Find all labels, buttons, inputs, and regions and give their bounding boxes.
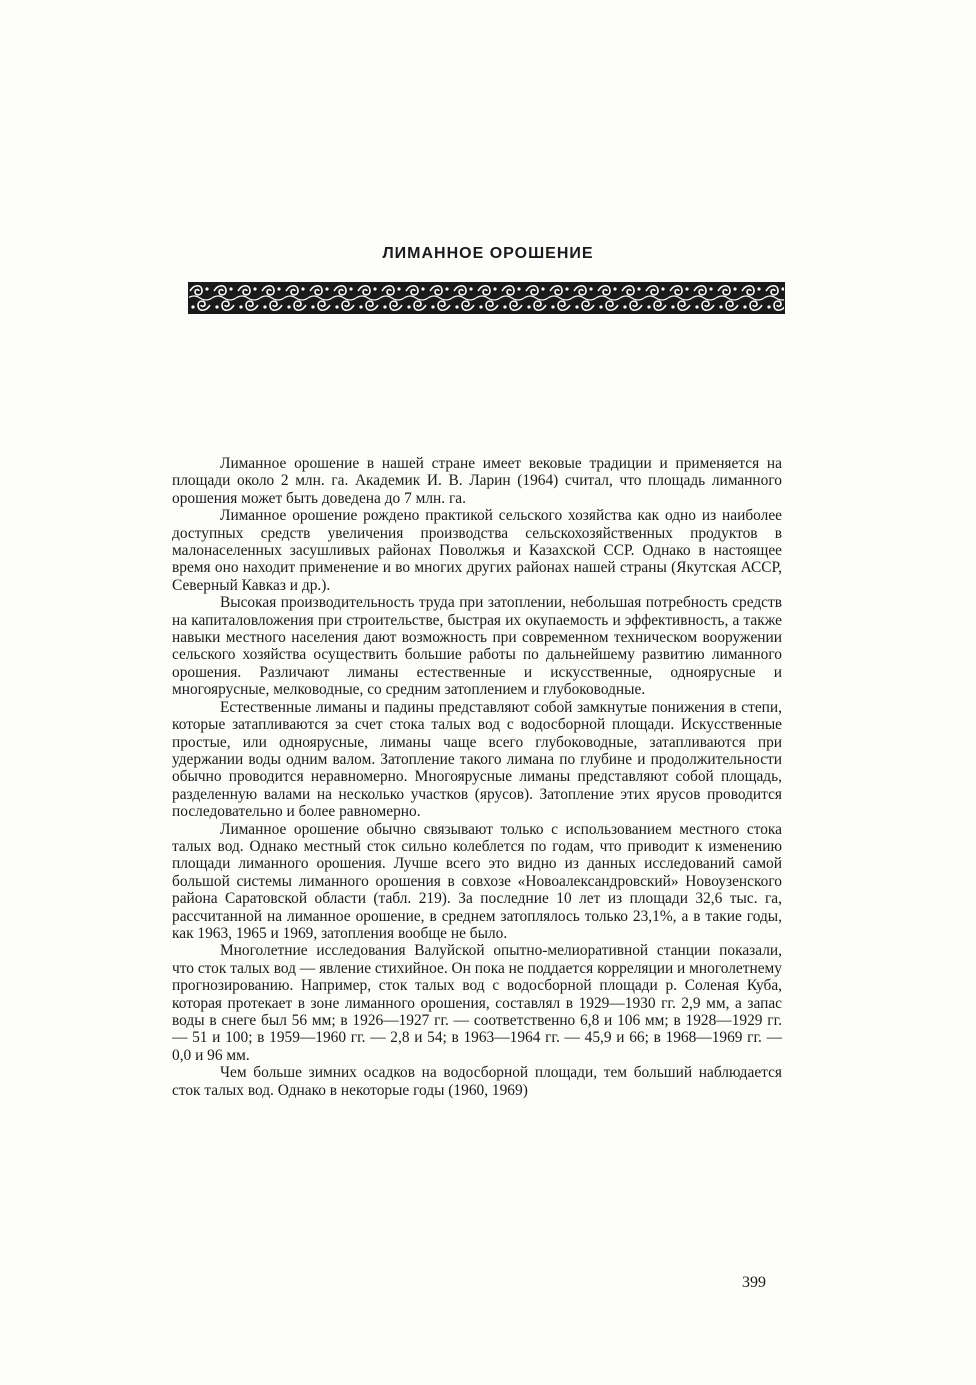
paragraph: Лиманное орошение рождено практикой сельского хозяйства как одно из наиболее доступных средств увеличения производства сельскохозяйственных продуктов в малонаселенных засушливых районах Поволжья и Казахской ССР. Однако в настоящее время оно находит применение и во многих других районах нашей страны (Якутская АССР, Северный Кавказ и др.).	[172, 507, 782, 594]
paragraph: Естественные лиманы и падины представляют собой замкнутые понижения в степи, которые затапливаются за счет стока талых вод с водосборной площади. Искусственные простые, или одноярусные, лиманы чаще всего глубоководные, затапливаются при удержании воды одним валом. Затопление такого лимана по глубине и продолжительности обычно проводится неравномерно. Многоярусные лиманы представляют собой площадь, разделенную валами на несколько участков (ярусов). Затопление этих ярусов проводится последовательно и более равномерно.	[172, 698, 782, 821]
paragraph: Лиманное орошение в нашей стране имеет вековые традиции и применяется на площади около 2 млн. га. Академик И. В. Ларин (1964) считал, что площадь лиманного орошения может быть доведена до 7 млн. га.	[172, 455, 782, 507]
page-number: 399	[742, 1274, 766, 1291]
paragraph: Лиманное орошение обычно связывают только с использованием местного стока талых вод. Однако местный сток сильно колеблется по годам, что приводит к изменению площади лиманного орошения. Лучше всего это видно из данных исследований самой большой системы лиманного орошения в совхозе «Новоалександровский» Новоузенского района Саратовской области (табл. 219). За последние 10 лет из площади 32,6 тыс. га, рассчитанной на лиманное орошение, в среднем затоплялось только 23,1%, а в такие годы, как 1963, 1965 и 1969, затопления вообще не было.	[172, 820, 782, 942]
paragraph: Чем больше зимних осадков на водосборной площади, тем больший наблюдается сток талых вод. Однако в некоторые годы (1960, 1969)	[172, 1064, 782, 1099]
body-text	[172, 455, 782, 1099]
decorative-border-band-icon	[188, 282, 785, 314]
paragraph: Многолетние исследования Валуйской опытно-мелиоративной станции показали, что сток талых вод — явление стихийное. Он пока не поддается корреляции и многолетнему прогнозированию. Например, сток талых вод с водосборной площади р. Соленая Куба, которая протекает в зоне лиманного орошения, составлял в 1929—1930 гг. 2,9 мм, а запас воды в снеге был 56 мм; в 1926—1927 гг. — соответственно 6,8 и 106 мм; в 1928—1929 гг. — 51 и 100; в 1959—1960 гг. — 2,8 и 54; в 1963—1964 гг. — 45,9 и 66; в 1968—1969 гг. — 0,0 и 96 мм.	[172, 942, 782, 1064]
paragraph: Высокая производительность труда при затоплении, небольшая потребность средств на капиталовложения при строительстве, быстрая их окупаемость и эффективность, а также навыки местного населения дают возможность при современном техническом вооружении сельского хозяйства осуществить большие работы по дальнейшему развитию лиманного орошения. Различают лиманы естественные и искусственные, одноярусные и многоярусные, мелководные, со средним затоплением и глубоководные.	[172, 594, 782, 699]
chapter-title: ЛИМАННОЕ ОРОШЕНИЕ	[382, 245, 594, 262]
